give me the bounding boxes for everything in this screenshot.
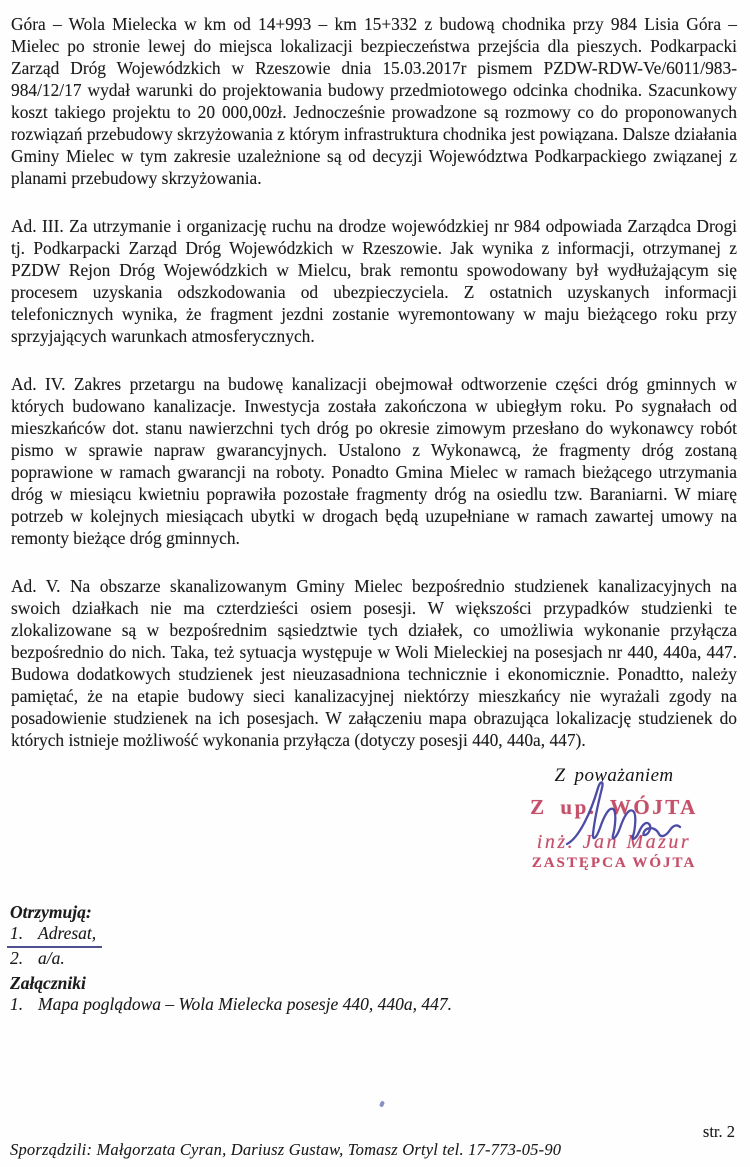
- recipient-item-1: [10, 923, 102, 948]
- attachment-item-1: [10, 994, 452, 1016]
- item-label: Adresat,: [38, 923, 97, 943]
- recipient-item-2: [10, 948, 102, 970]
- official-stamp: [502, 795, 726, 872]
- stamp-signer-name: inż. Jan Mazur: [536, 831, 692, 853]
- adresat-underline: [7, 923, 102, 948]
- body-paragraph-continuation: Góra – Wola Mielecka w km od 14+993 – km 15+332 z budową chodnika przy 984 Lisia Góra – Mielec po stronie lewej do miejsca lokalizacji bezpieczeństwa przejścia dla pieszych. Podkarpacki Zarząd Dróg Wojewódzkich w Rzeszowie dnia 15.03.2017r pismem PZDW-RDW-Ve/6011/983-984/12/17 wydał warunki do projektowania budowy przedmiotowego odcinka chodnika. Szacunkowy koszt takiego projektu to 20 000,00zł. Jednocześnie prowadzone są rozmowy co do proponowanych rozwiązań przebudowy skrzyżowania z którym infrastruktura chodnika jest powiązana. Dalsze działania Gminy Mielec w tym zakresie uzależnione są od decyzji Województwa Podkarpackiego związanej z planami przebudowy skrzyżowania.: [11, 14, 737, 188]
- item-label: a/a.: [38, 947, 65, 968]
- letter-body: [11, 13, 737, 777]
- footer-prepared-by: Sporządzili: Małgorzata Cyran, Dariusz Gustaw, Tomasz Ortyl tel. 17-773-05-90: [10, 1140, 562, 1159]
- item-number: 2.: [10, 947, 24, 968]
- item-number: 1.: [10, 923, 24, 943]
- body-paragraph-ad-3: Ad. III. Za utrzymanie i organizację ruchu na drodze wojewódzkiej nr 984 odpowiada Zarządca Drogi tj. Podkarpacki Zarząd Dróg Wojewódzkich w Rzeszowie. Jak wynika z informacji, otrzymanej z PZDW Rejon Dróg Wojewódzkich w Mielcu, brak remontu spowodowany był wydłużającym się procesem uzyskania odszkodowania od ubezpieczyciela. Z ostatnich uzyskanych informacji telefonicznych wynika, że fragment jezdni zostanie wyremontowany w maju bieżącego roku przy sprzyjających warunkach atmosferycznych.: [11, 216, 737, 346]
- body-paragraph-ad-5: Ad. V. Na obszarze skanalizowanym Gminy Mielec bezpośrednio studzienek kanalizacyjnych na swoich działkach nie ma czterdzieści osiem posesji. W większości przypadków studzienki te zlokalizowane są w bezpośrednim sąsiedztwie tych działek, co umożliwia wykonanie przyłącza bezpośrednio do nich. Taka, też sytuacja występuje w Woli Mieleckiej na posesjach nr 440, 440a, 447. Budowa dodatkowych studzienek jest nieuzasadniona technicznie i ekonomicznie. Ponadtto, należy pamiętać, że na etapie budowy sieci kanalizacyjnej niektórzy mieszkańcy nie wyrażali zgody na posadowienie studzienek na ich posesjach. W załączeniu mapa obrazująca lokalizację studzienek do których istnieje możliwość wykonania przyłącza (dotyczy posesji 440, 440a, 447).: [11, 576, 737, 750]
- recipients-heading: Otrzymują:: [10, 902, 92, 922]
- stamp-signer-title: ZASTĘPCA WÓJTA: [531, 855, 697, 871]
- scan-artifact-dot: [379, 1100, 385, 1107]
- recipients-section: [10, 902, 102, 969]
- item-number: 1.: [10, 994, 24, 1014]
- signature-block: [502, 765, 726, 872]
- attachments-section: [10, 973, 452, 1016]
- item-label: Mapa poglądowa – Wola Mielecka posesje 440, 440a, 447.: [38, 994, 452, 1014]
- closing-salutation: Z poważaniem: [554, 765, 674, 786]
- page-number: str. 2: [702, 1122, 735, 1141]
- body-paragraph-ad-4: Ad. IV. Zakres przetargu na budowę kanalizacji obejmował odtworzenie części dróg gminnych w których budowano kanalizacje. Inwestycja została zakończona w ubiegłym roku. Po sygnałach od mieszkańców dot. stanu nawierzchni tych dróg po okresie zimowym przesłano do wykonawcy robót pismo w sprawie napraw gwarancyjnych. Ustalono z Wykonawcą, że fragmenty dróg zostaną poprawione w ramach gwarancji na roboty. Ponadto Gmina Mielec w ramach bieżącego utrzymania dróg w miesiącu kwietniu poprawiła pozostałe fragmenty dróg na osiedlu tzw. Baraniarni. W miarę potrzeb w kolejnych miesiącach ubytki w drogach będą uzupełniane w ramach zawartej umowy na remonty bieżące dróg gminnych.: [11, 374, 737, 548]
- stamp-authorization: Z up. WÓJTA: [530, 795, 698, 819]
- attachments-heading: Załączniki: [10, 973, 86, 993]
